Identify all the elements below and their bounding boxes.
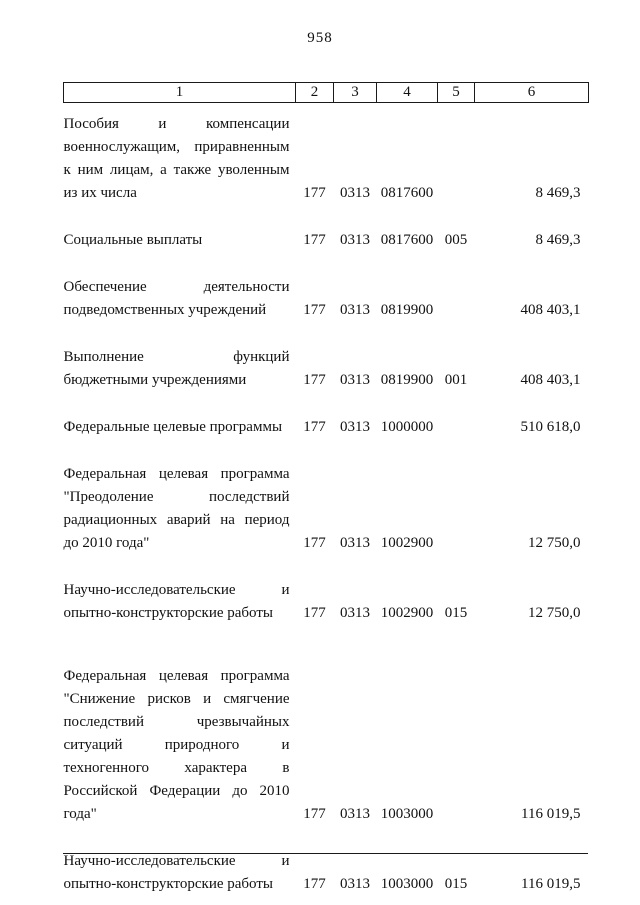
row-code-target: 1002900 xyxy=(380,535,434,551)
row-code-chapter: 177 xyxy=(303,876,326,892)
budget-table xyxy=(63,82,589,896)
row-amount: 12 750,0 xyxy=(528,605,581,621)
row-code-type: 015 xyxy=(444,876,468,892)
row-amount: 510 618,0 xyxy=(520,419,581,435)
row-code-section: 0313 xyxy=(340,806,370,822)
row-code-section: 0313 xyxy=(340,876,370,892)
row-code-chapter: 177 xyxy=(303,302,326,318)
row-code-chapter: 177 xyxy=(303,185,326,201)
row-name: Выполнение функций бюджетными учреждениями xyxy=(63,349,290,388)
row-code-chapter: 177 xyxy=(303,535,326,551)
table-row xyxy=(64,392,589,439)
row-name: Федеральные целевые программы xyxy=(63,419,283,435)
row-code-section: 0313 xyxy=(340,535,370,551)
row-code-section: 0313 xyxy=(340,372,370,388)
row-code-section: 0313 xyxy=(340,605,370,621)
row-code-section: 0313 xyxy=(340,302,370,318)
row-amount: 408 403,1 xyxy=(520,302,581,318)
row-amount: 408 403,1 xyxy=(520,372,581,388)
row-code-target: 0817600 xyxy=(380,185,434,201)
page-number: 958 xyxy=(307,30,333,46)
row-amount: 116 019,5 xyxy=(521,806,581,822)
header-col-1: 1 xyxy=(64,83,296,103)
row-code-target: 1003000 xyxy=(380,876,434,892)
table-header-row xyxy=(64,83,589,103)
row-name: Обеспечение деятельности подведомственных учреждений xyxy=(63,279,290,318)
table-row xyxy=(64,103,589,206)
row-amount: 8 469,3 xyxy=(535,185,581,201)
header-col-2: 2 xyxy=(296,83,334,103)
row-code-type xyxy=(438,252,475,322)
table-row xyxy=(64,826,589,896)
row-name: Социальные выплаты xyxy=(63,232,203,248)
row-code-type: 005 xyxy=(444,232,468,248)
row-code-chapter: 177 xyxy=(303,605,326,621)
header-col-3: 3 xyxy=(334,83,377,103)
row-code-target: 1003000 xyxy=(380,806,434,822)
row-code-section: 0313 xyxy=(340,232,370,248)
row-code-type: 001 xyxy=(444,372,468,388)
row-amount: 116 019,5 xyxy=(521,876,581,892)
row-code-target: 0819900 xyxy=(380,372,434,388)
row-code-type xyxy=(438,103,475,206)
row-code-target: 0817600 xyxy=(380,232,434,248)
row-code-type: 015 xyxy=(444,605,468,621)
row-code-target: 1002900 xyxy=(380,605,434,621)
table-row xyxy=(64,555,589,625)
page-bottom-rule xyxy=(63,853,588,854)
row-name: Научно-исследовательские и опытно-конструкторские работы xyxy=(63,853,290,892)
row-name: Пособия и компенсации военнослужащим, приравненным к ним лицам, а также уволенным из их числа xyxy=(63,116,290,201)
table-row xyxy=(64,439,589,555)
row-code-section: 0313 xyxy=(340,419,370,435)
row-name: Федеральная целевая программа "Снижение рисков и смягчение последствий чрезвычайных ситуаций природного и техногенного характера в Российской Федерации до 2010 года" xyxy=(63,668,290,822)
header-col-6: 6 xyxy=(475,83,589,103)
row-code-chapter: 177 xyxy=(303,419,326,435)
row-amount: 8 469,3 xyxy=(535,232,581,248)
header-col-5: 5 xyxy=(438,83,475,103)
table-row xyxy=(64,252,589,322)
row-amount: 12 750,0 xyxy=(528,535,581,551)
row-code-chapter: 177 xyxy=(303,372,326,388)
table-row xyxy=(64,625,589,826)
row-name: Научно-исследовательские и опытно-конструкторские работы xyxy=(63,582,290,621)
row-code-type xyxy=(438,392,475,439)
row-code-target: 1000000 xyxy=(380,419,434,435)
row-code-chapter: 177 xyxy=(303,232,326,248)
row-code-chapter: 177 xyxy=(303,806,326,822)
table-row xyxy=(64,205,589,252)
header-col-4: 4 xyxy=(377,83,438,103)
table-row xyxy=(64,322,589,392)
row-name: Федеральная целевая программа "Преодоление последствий радиационных аварий на период до 2010 года" xyxy=(63,466,290,551)
row-code-type xyxy=(438,625,475,826)
row-code-section: 0313 xyxy=(340,185,370,201)
row-code-target: 0819900 xyxy=(380,302,434,318)
row-code-type xyxy=(438,439,475,555)
